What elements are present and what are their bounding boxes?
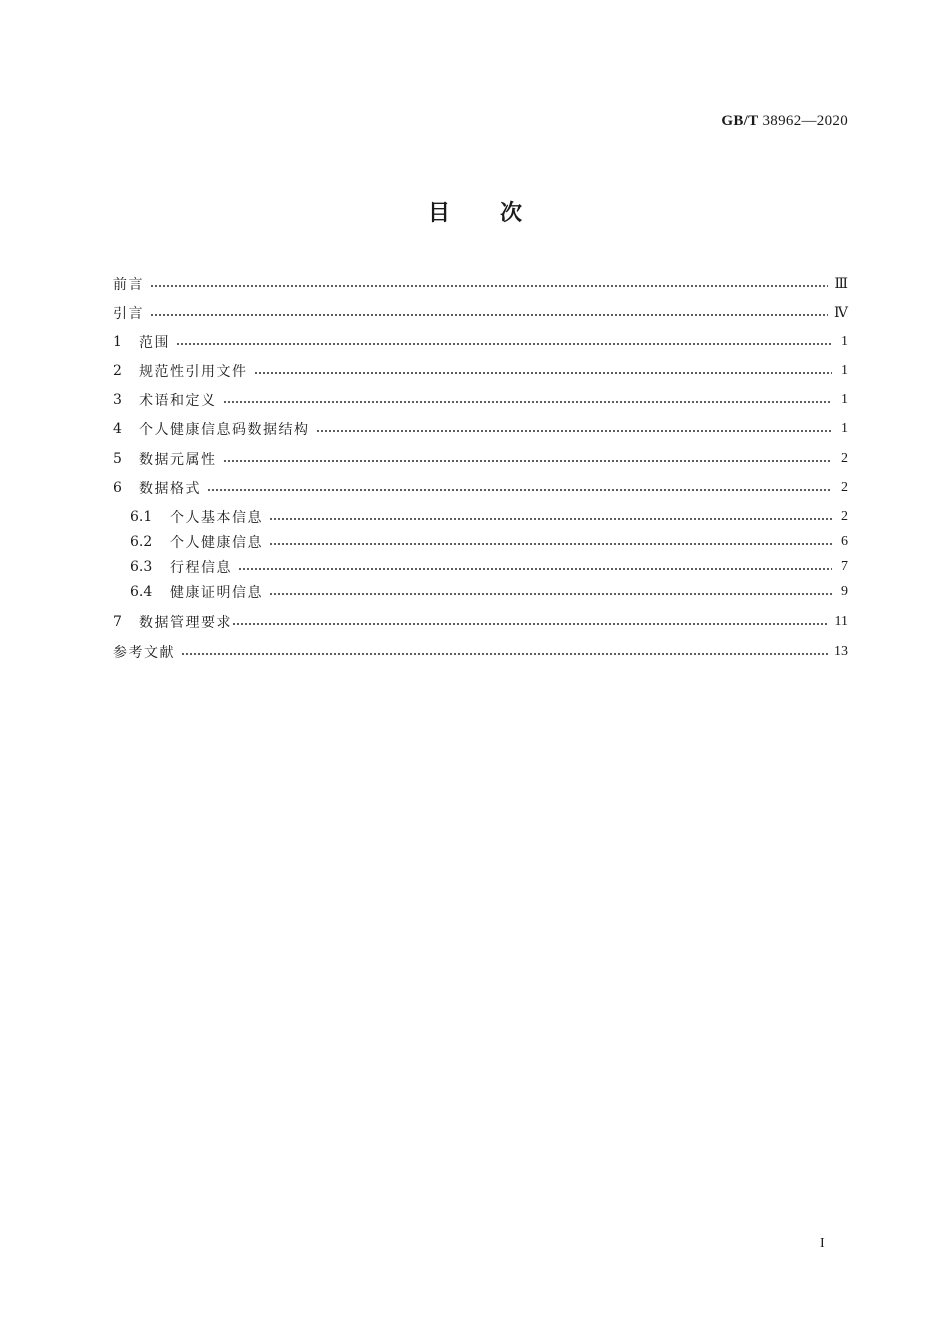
dot-leader [207,489,832,491]
dot-leader [254,372,833,374]
toc-entry-label: 参考文献 [113,645,175,661]
toc-entry-label: 引言 [113,306,144,322]
toc-entry-page: 1 [841,421,848,436]
dot-leader [223,401,833,403]
toc-entry-label: 个人健康信息码数据结构 [139,422,310,438]
toc-entry-label: 行程信息 [170,560,232,576]
toc-entry-number: 4 [113,421,122,437]
toc-entry-data-structure[interactable] [113,417,848,441]
toc-entry-page: 6 [841,534,848,549]
toc-entry-data-management[interactable] [113,610,848,634]
dot-leader [269,593,832,595]
standard-number [721,113,848,130]
toc-entry-label: 范围 [139,335,170,351]
toc-entry-page: Ⅳ [834,305,848,321]
toc-entry-page: 2 [841,451,848,466]
toc-entry-page: 2 [841,509,848,524]
toc-entry-label: 个人基本信息 [170,510,263,526]
toc-entry-number: 6 [113,480,122,496]
toc-entry-preface[interactable] [113,272,848,296]
toc-entry-label: 术语和定义 [139,393,217,409]
dot-leader [150,285,828,287]
toc-entry-number: 3 [113,392,122,408]
toc-entry-label: 前言 [113,277,144,293]
toc-entry-personal-basic-info[interactable] [130,505,848,529]
toc-entry-number: 2 [113,363,122,379]
toc-entry-normative-references[interactable] [113,359,848,383]
page-number: I [820,1236,825,1251]
toc-entry-personal-health-info[interactable] [130,530,848,554]
toc-entry-page: 1 [841,363,848,378]
toc-entry-page: 2 [841,480,848,495]
dot-leader [316,430,833,432]
toc-entry-health-certificate-info[interactable] [130,580,848,604]
toc-entry-label: 数据格式 [139,481,201,497]
toc-entry-label: 数据元属性 [139,452,217,468]
toc-entry-introduction[interactable] [113,301,848,325]
toc-entry-label: 数据管理要求 [139,615,232,631]
toc-entry-number: 7 [113,614,122,630]
toc-entry-page: 7 [841,559,848,574]
toc-entry-label: 个人健康信息 [170,535,263,551]
toc-entry-number: 1 [113,334,122,350]
dot-leader [238,568,832,570]
toc-entry-page: 1 [841,392,848,407]
toc-entry-label: 健康证明信息 [170,585,263,601]
toc-entry-page: 1 [841,334,848,349]
toc-entry-page: Ⅲ [834,276,848,292]
toc-entry-number: 6.4 [130,584,153,600]
toc-entry-terms[interactable] [113,388,848,412]
dot-leader [269,543,832,545]
toc-entry-label: 规范性引用文件 [139,364,248,380]
toc-entry-page: 9 [841,584,848,599]
toc-entry-number: 6.2 [130,534,153,550]
dot-leader [150,314,828,316]
dot-leader [269,518,832,520]
toc-entry-page: 13 [834,644,848,659]
toc-entry-data-attributes[interactable] [113,447,848,471]
standard-prefix: GB/T [721,113,759,129]
toc-entry-scope[interactable] [113,330,848,354]
dot-leader [176,343,832,345]
standard-code: 38962—2020 [762,113,848,129]
toc-title: 目次 [427,201,572,226]
toc-entry-number: 6.1 [130,509,153,525]
toc-entry-number: 5 [113,451,122,467]
dot-leader [232,623,829,625]
dot-leader [223,460,833,462]
toc-entry-page: 11 [834,614,848,629]
toc-entry-bibliography[interactable] [113,640,848,664]
toc-entry-travel-info[interactable] [130,555,848,579]
dot-leader [181,653,828,655]
toc-entry-number: 6.3 [130,559,153,575]
toc-entry-data-format[interactable] [113,476,848,500]
